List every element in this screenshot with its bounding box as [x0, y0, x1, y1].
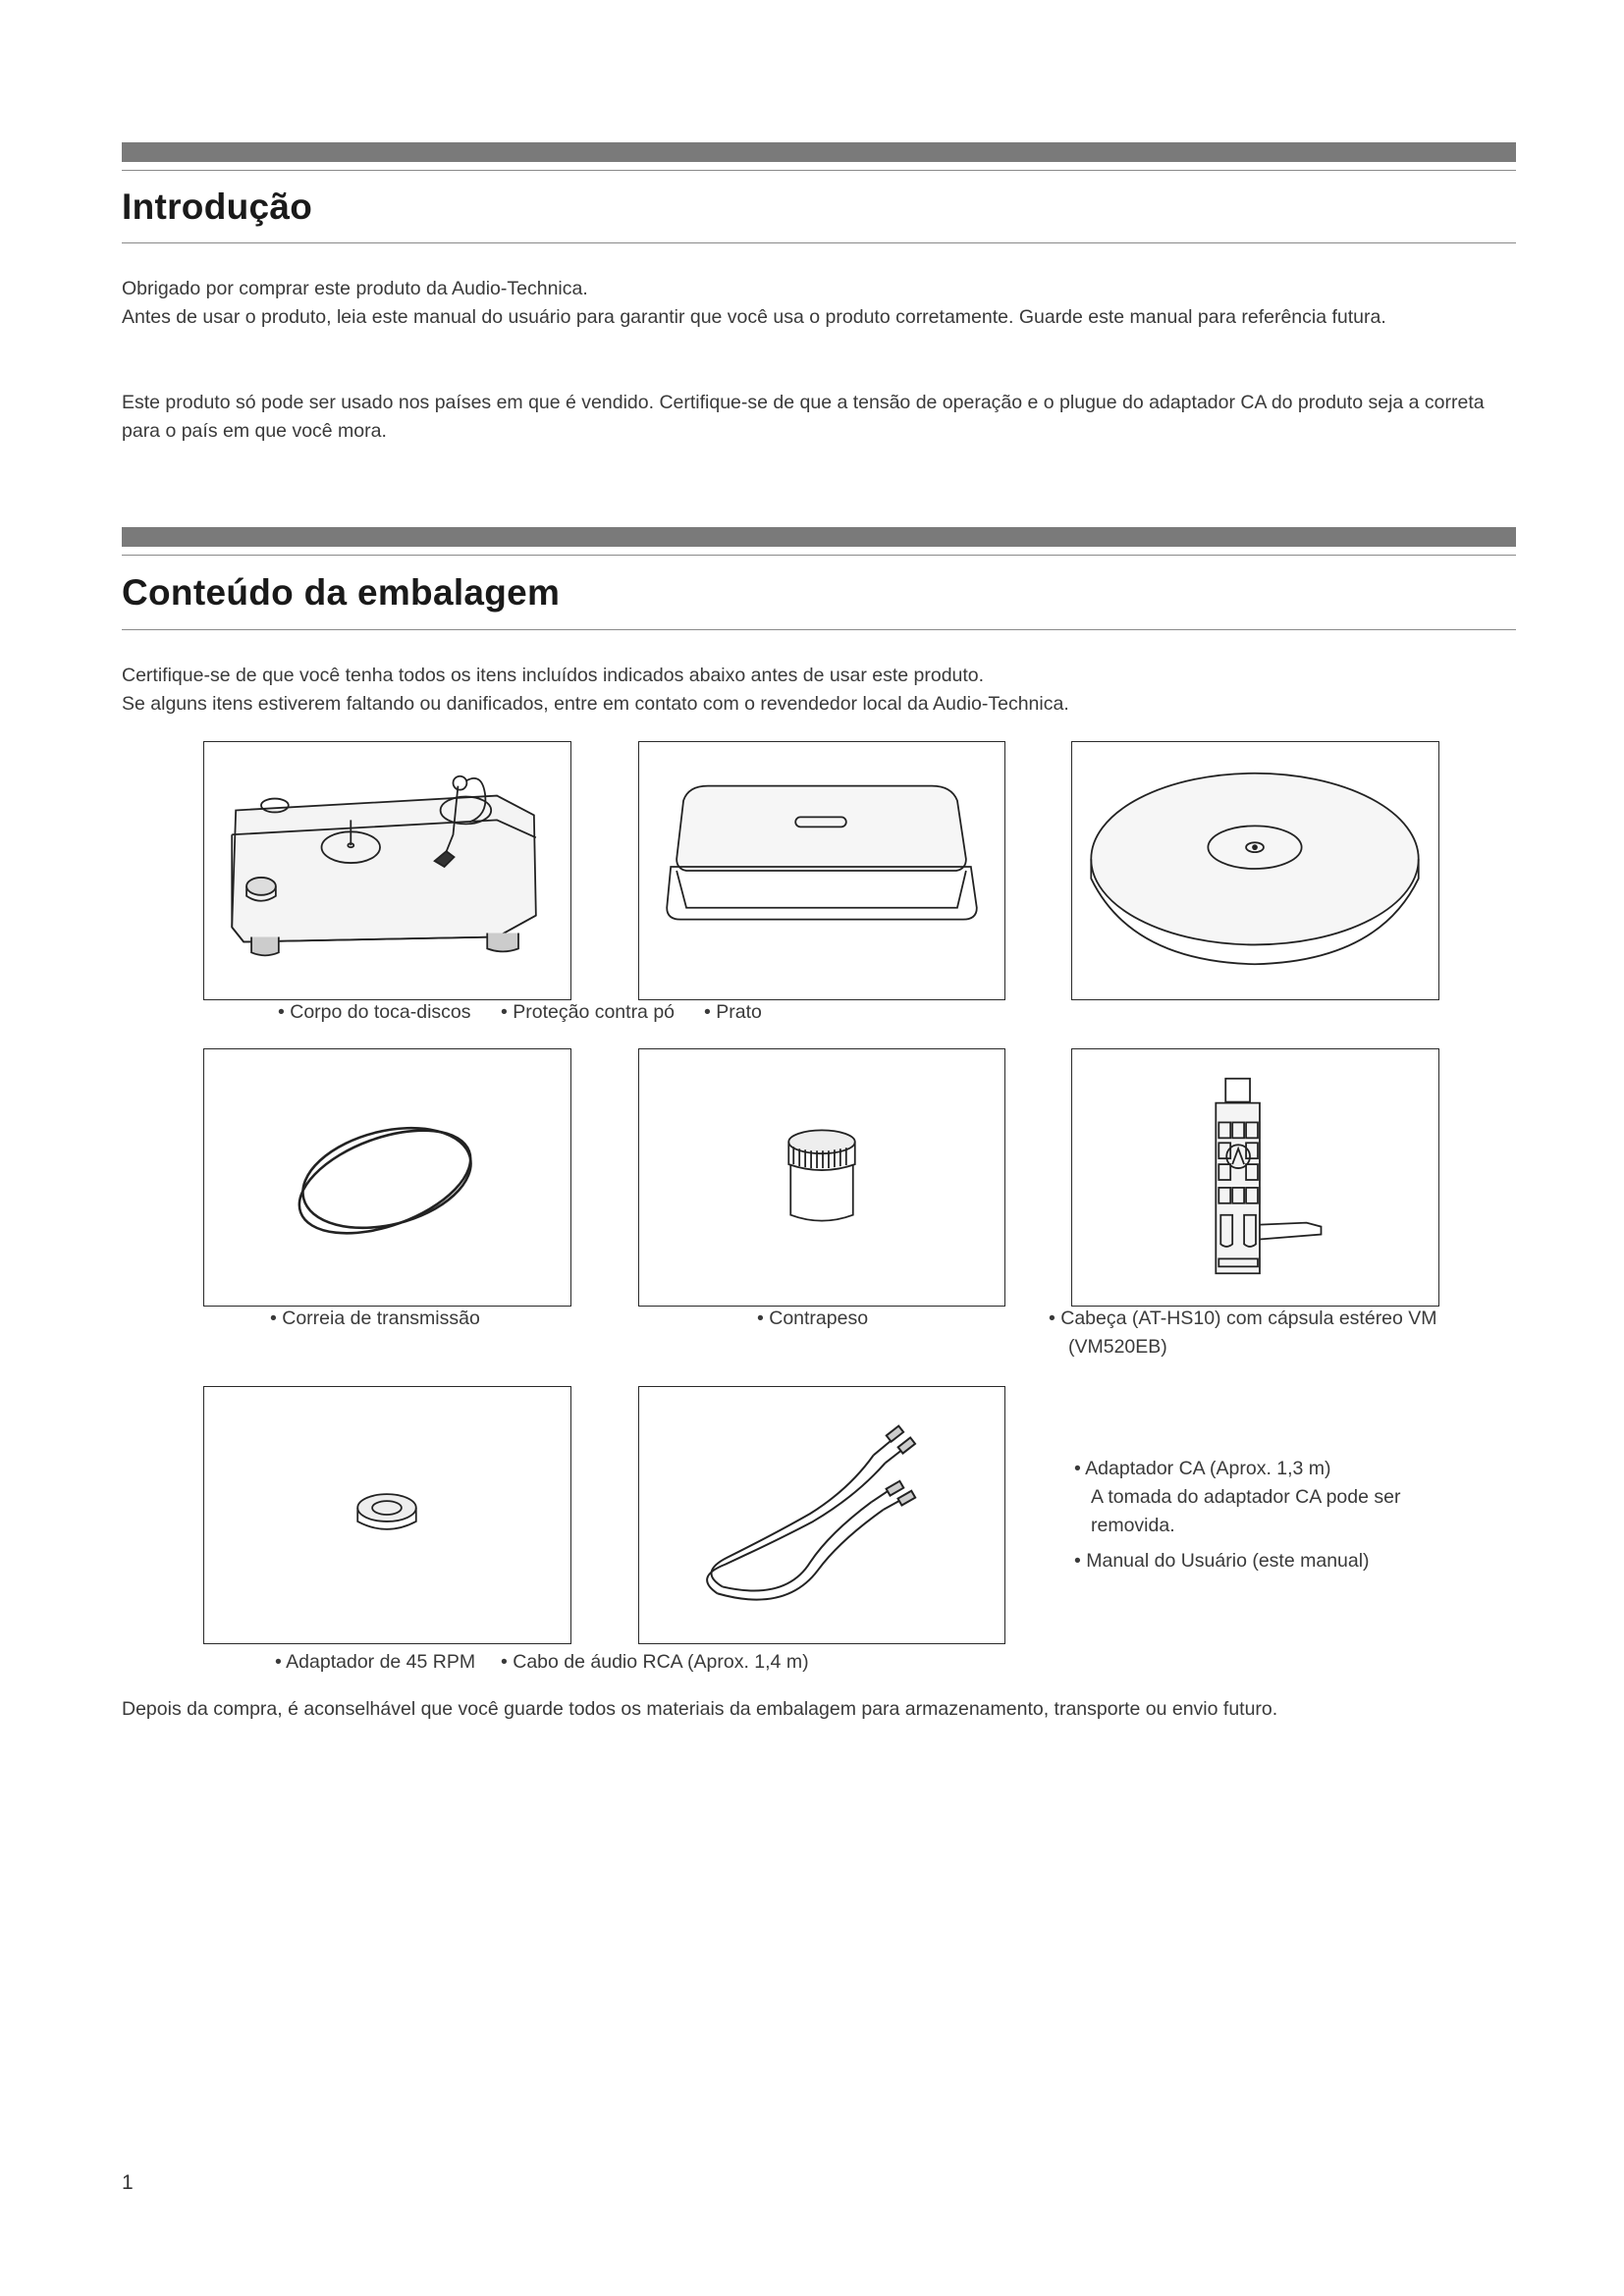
turntable-body-figure	[203, 741, 571, 1000]
contents-section-top-rule	[122, 555, 1516, 556]
intro-read-manual-text: Antes de usar o produto, leia este manual do usuário para garantir que você usa o produto corretamente. Guarde este manual para referência futura.	[122, 306, 1386, 328]
ac-adapter-removable-note: A tomada do adaptador CA pode ser removida.	[1091, 1486, 1401, 1536]
caption-drive-belt: • Correia de transmissão	[270, 1308, 480, 1329]
contents-title-underline	[122, 629, 1516, 630]
ac-adapter-label: • Adaptador CA (Aprox. 1,3 m)	[1074, 1458, 1331, 1479]
contents-title: Conteúdo da embalagem	[122, 572, 561, 613]
drive-belt-figure	[203, 1048, 571, 1307]
caption-counterweight: • Contrapeso	[757, 1308, 869, 1329]
intro-title: Introdução	[122, 187, 313, 227]
headshell-illustration	[1072, 1049, 1438, 1306]
contents-paragraph	[122, 662, 1516, 719]
intro-section-bar	[122, 142, 1516, 162]
counterweight-illustration	[639, 1049, 1004, 1306]
caption-headshell: • Cabeça (AT-HS10) com cápsula estéreo VM (VM520EB)	[1049, 1308, 1437, 1358]
contents-check-items-text: Certifique-se de que você tenha todos os itens incluídos indicados abaixo antes de usar este produto.	[122, 665, 985, 686]
dust-cover-illustration	[639, 742, 1004, 999]
adapter-45rpm-figure	[203, 1386, 571, 1644]
adapter-45rpm-illustration	[204, 1387, 570, 1643]
dust-cover-figure	[638, 741, 1005, 1000]
intro-title-underline	[122, 242, 1516, 243]
caption-dust-cover: • Proteção contra pó	[501, 1001, 676, 1023]
rca-cable-illustration	[639, 1387, 1004, 1643]
ac-adapter-note	[1074, 1455, 1467, 1575]
caption-turntable-body: • Corpo do toca-discos	[278, 1001, 471, 1023]
contents-missing-items-text: Se alguns itens estiverem faltando ou danificados, entre em contato com o revendedor local da Audio-Technica.	[122, 693, 1069, 715]
intro-thanks-text: Obrigado por comprar este produto da Audio-Technica.	[122, 278, 588, 299]
caption-platter: • Prato	[704, 1001, 762, 1023]
turntable-body-illustration	[204, 742, 570, 999]
rca-cable-figure	[638, 1386, 1005, 1644]
platter-illustration	[1072, 742, 1438, 999]
intro-paragraph-2: Este produto só pode ser usado nos países em que é vendido. Certifique-se de que a tensão de operação e o plugue do adaptador CA do produto seja a correta para o país em que você mora.	[122, 392, 1485, 442]
headshell-figure	[1071, 1048, 1439, 1307]
caption-rca-cable: • Cabo de áudio RCA (Aprox. 1,4 m)	[501, 1651, 809, 1673]
counterweight-figure	[638, 1048, 1005, 1307]
drive-belt-illustration	[204, 1049, 570, 1306]
packaging-storage-note: Depois da compra, é aconselhável que você guarde todos os materiais da embalagem para armazenamento, transporte ou envio futuro.	[122, 1698, 1278, 1720]
intro-paragraph-1	[122, 275, 1516, 332]
platter-figure	[1071, 741, 1439, 1000]
user-manual-label: • Manual do Usuário (este manual)	[1074, 1550, 1370, 1572]
page-number: 1	[122, 2171, 134, 2194]
caption-adapter-45rpm: • Adaptador de 45 RPM	[275, 1651, 476, 1673]
intro-section-top-rule	[122, 170, 1516, 171]
contents-section-bar	[122, 527, 1516, 547]
